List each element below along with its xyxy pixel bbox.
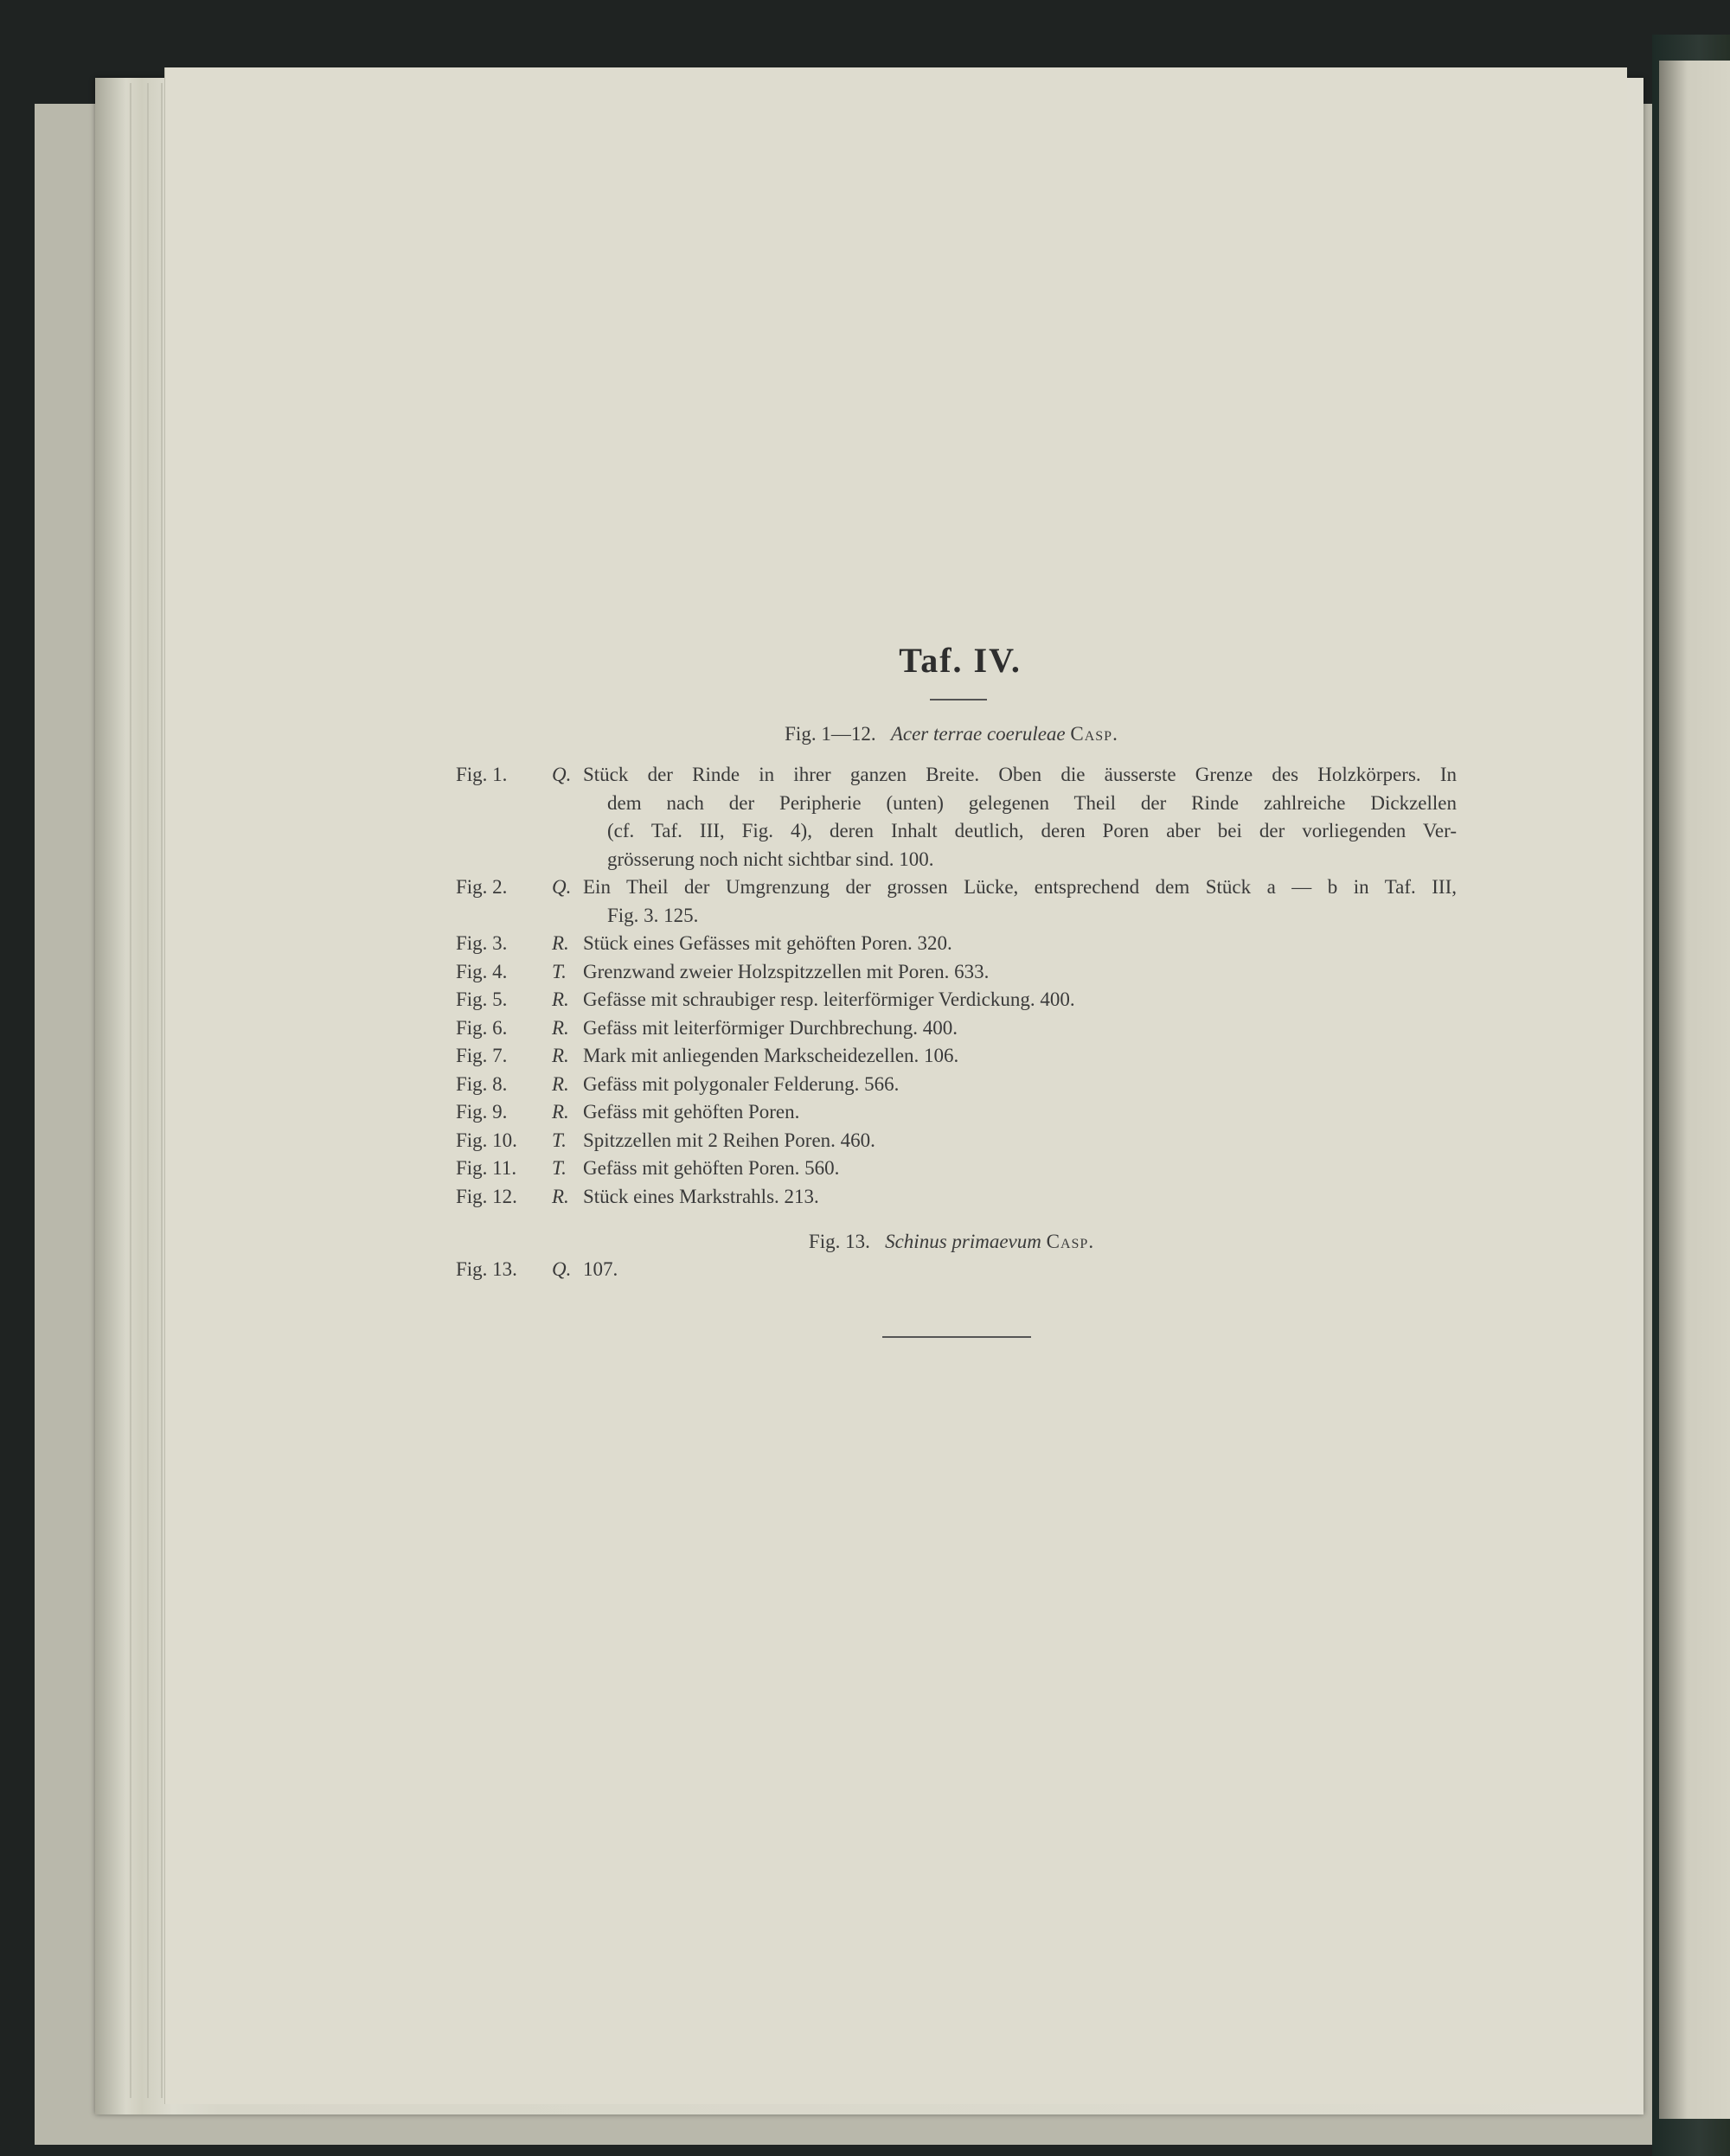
species-name: Acer terrae coeruleae — [890, 723, 1066, 745]
species-author: Casp. — [1046, 1231, 1095, 1252]
section-letter: R. — [552, 1185, 569, 1207]
figure-description: Gefässe mit schraubiger resp. leiterförmiger Verdickung. 400. — [583, 988, 1075, 1010]
figure-label: Fig. 2. — [456, 876, 508, 898]
figure-description: Gefäss mit leiterförmiger Durchbrechung. 400. — [583, 1016, 958, 1039]
figure-description-continued: dem nach der Peripherie (unten) gelegenen Theil der Rinde zahlreiche Dickzellen — [607, 791, 1457, 814]
figure-description: Stück eines Gefässes mit gehöften Poren. 320. — [583, 932, 952, 954]
figure-label: Fig. 1. — [456, 764, 508, 785]
figure-description-continued: (cf. Taf. III, Fig. 4), deren Inhalt deutlich, deren Poren aber bei der vorliegenden Ver- — [607, 820, 1457, 841]
title-rule — [930, 699, 987, 701]
section-letter: R. — [552, 1072, 569, 1095]
section-letter: T. — [552, 1129, 567, 1151]
species-name: Schinus primaevum — [885, 1231, 1041, 1252]
figure-description: 107. — [583, 1258, 618, 1280]
figure-description-continued: Fig. 3. 125. — [607, 904, 699, 926]
page-edge-line — [147, 83, 149, 2098]
section-letter: R. — [552, 932, 569, 954]
figure-description: Spitzzellen mit 2 Reihen Poren. 460. — [583, 1129, 875, 1151]
section-letter: R. — [552, 1045, 569, 1066]
figure-label: Fig. 6. — [456, 1016, 508, 1039]
bottom-rule — [882, 1336, 1031, 1338]
caption-fig-13 — [606, 1231, 1298, 1253]
figure-description: Gefäss mit gehöften Poren. — [583, 1101, 800, 1123]
figure-description: Gefäss mit gehöften Poren. 560. — [583, 1157, 840, 1179]
section-letter: R. — [552, 988, 569, 1010]
figure-description: Stück eines Markstrahls. 213. — [583, 1185, 819, 1207]
section-letter: T. — [552, 1157, 567, 1179]
figure-label: Fig. 3. — [456, 932, 508, 954]
figure-description: Stück der Rinde in ihrer ganzen Breite. Oben die äusserste Grenze des Holzkörpers. In — [583, 764, 1457, 785]
caption-prefix: Fig. 13. — [808, 1231, 870, 1252]
figure-label: Fig. 10. — [456, 1129, 517, 1151]
figure-label: Fig. 9. — [456, 1101, 508, 1123]
figure-description: Gefäss mit polygonaler Felderung. 566. — [583, 1072, 900, 1095]
section-letter: Q. — [552, 1258, 572, 1280]
figure-label: Fig. 13. — [456, 1258, 517, 1280]
figure-label: Fig. 8. — [456, 1072, 508, 1095]
caption-prefix: Fig. 1—12. — [785, 723, 876, 745]
species-author: Casp. — [1070, 723, 1118, 745]
section-letter: R. — [552, 1016, 569, 1039]
caption-fig-1-12 — [606, 723, 1298, 745]
facing-page-edge — [1659, 61, 1730, 2119]
figure-label: Fig. 7. — [456, 1045, 508, 1066]
section-letter: R. — [552, 1101, 569, 1123]
figure-description-continued: grösserung noch nicht sichtbar sind. 100. — [607, 848, 934, 870]
page-edge-line — [130, 83, 131, 2098]
figure-label: Fig. 11. — [456, 1157, 517, 1179]
section-letter: Q. — [552, 876, 572, 898]
page-edge-line — [161, 83, 163, 2098]
section-letter: Q. — [552, 764, 572, 785]
figure-description: Mark mit anliegenden Markscheidezellen. 106. — [583, 1045, 959, 1066]
figure-label: Fig. 4. — [456, 960, 508, 982]
section-letter: T. — [552, 960, 567, 982]
figure-label: Fig. 12. — [456, 1185, 517, 1207]
figure-description: Ein Theil der Umgrenzung der grossen Lücke, entsprechend dem Stück a — b in Taf. III, — [583, 876, 1457, 898]
figure-label: Fig. 5. — [456, 988, 508, 1010]
figure-description: Grenzwand zweier Holzspitzzellen mit Poren. 633. — [583, 960, 990, 982]
plate-title: Taf. IV. — [899, 641, 1022, 680]
